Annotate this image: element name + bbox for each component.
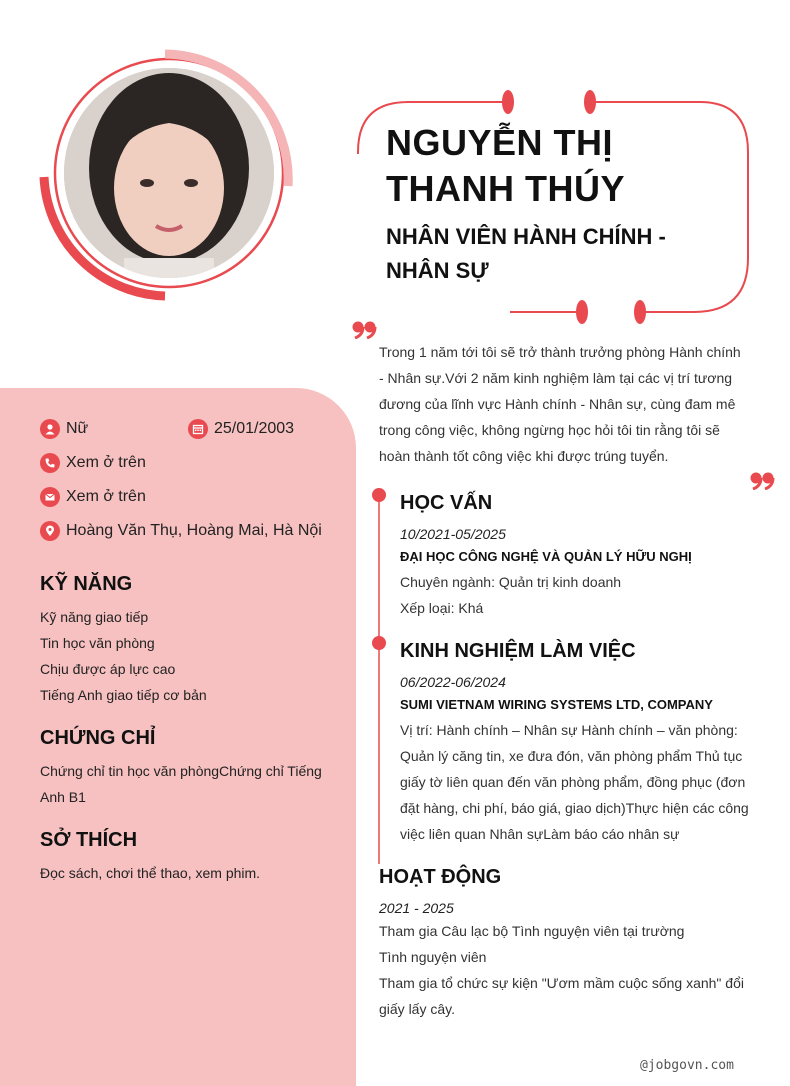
name-line-2: THANH THÚY [386,168,625,209]
phone-icon [40,453,60,473]
skill-item: Kỹ năng giao tiếp [40,609,149,625]
job-title-line-1: NHÂN VIÊN HÀNH CHÍNH - [386,224,666,249]
email-icon [40,487,60,507]
activity-line: Tình nguyện viên [379,949,487,965]
activities-date: 2021 - 2025 [379,900,454,916]
experience-heading: KINH NGHIỆM LÀM VIỆC [400,640,636,662]
hobbies-heading: SỞ THÍCH [40,829,138,851]
name-line-1: NGUYỄN THỊ [386,122,614,163]
skill-item: Chịu được áp lực cao [40,661,176,677]
timeline-line [370,486,390,866]
experience-line: Quản lý căng tin, xe đưa đón, văn phòng phẩm Thủ tục [400,748,743,764]
experience-date: 06/2022-06/2024 [400,674,506,690]
full-name [386,120,625,212]
skill-item: Tiếng Anh giao tiếp cơ bản [40,687,207,703]
activity-line: Tham gia tổ chức sự kiện "Ươm mầm cuộc sống xanh" đổi [379,975,744,991]
gender-value: Nữ [66,420,89,437]
quote-close-icon [750,472,776,490]
contact-birthday [188,419,294,439]
birthday-value: 25/01/2003 [214,420,295,437]
education-grade: Xếp loại: Khá [400,600,484,616]
activity-line: Tham gia Câu lạc bộ Tình nguyện viên tại trường [379,923,685,939]
email-value: Xem ở trên [66,488,146,505]
address-value: Hoàng Văn Thụ, Hoàng Mai, Hà Nội [66,522,322,539]
education-details [400,569,621,621]
activities-heading: HOẠT ĐỘNG [379,866,502,888]
experience-line: việc liên quan Nhân sựLàm báo cáo nhân sự [400,826,680,842]
education-school: ĐẠI HỌC CÔNG NGHỆ VÀ QUẢN LÝ HỮU NGHỊ [400,549,692,564]
activity-line: giấy lấy cây. [379,1001,455,1017]
career-objective: Trong 1 năm tới tôi sẽ trở thành trưởng phòng Hành chính - Nhân sự.Với 2 năm kinh nghiệm làm tại các vị trí tương đương của lĩnh vực Hành chính - Nhân sự, cùng đam mê trong công việc, không ngừng học hỏi tôi tin rằng tôi sẽ hoàn thành tốt công việc khi được trúng tuyển. [379,344,741,464]
hobbies-text: Đọc sách, chơi thể thao, xem phim. [40,865,261,881]
calendar-icon [188,419,208,439]
experience-details [400,717,752,847]
location-pin-icon [40,521,60,541]
skill-item: Tin học văn phòng [40,635,155,651]
quote-open-icon [352,321,378,339]
experience-line: Vị trí: Hành chính – Nhân sự Hành chính – văn phòng: [400,722,738,738]
education-major: Chuyên ngành: Quản trị kinh doanh [400,574,622,590]
contact-email [40,487,146,507]
activities-details [379,918,751,1022]
education-heading: HỌC VẤN [400,492,493,514]
experience-line: đặt hàng, chi phí, báo giá, giao dịch)Thực hiện các công [400,800,749,816]
phone-value: Xem ở trên [66,454,146,471]
job-title-line-2: NHÂN SỰ [386,258,489,283]
experience-company: SUMI VIETNAM WIRING SYSTEMS LTD, COMPANY [400,697,713,712]
experience-line: giấy tờ liên quan đến văn phòng phẩm, đồng phục (đơn [400,774,746,790]
person-icon [40,419,60,439]
certificates-line-1: Chứng chỉ tin học văn phòngChứng chỉ Tiếng [40,763,322,779]
footer-watermark: @jobgovn.com [640,1058,734,1073]
certificates-text [40,758,322,810]
certificates-line-2: Anh B1 [40,789,86,805]
job-title [386,220,666,288]
contact-phone [40,453,146,473]
contact-gender [40,419,88,439]
contact-address [40,521,322,541]
education-date: 10/2021-05/2025 [400,526,506,542]
skills-list [40,604,207,708]
certificates-heading: CHỨNG CHỈ [40,727,156,749]
skills-heading: KỸ NĂNG [40,573,133,595]
profile-photo [64,68,274,278]
